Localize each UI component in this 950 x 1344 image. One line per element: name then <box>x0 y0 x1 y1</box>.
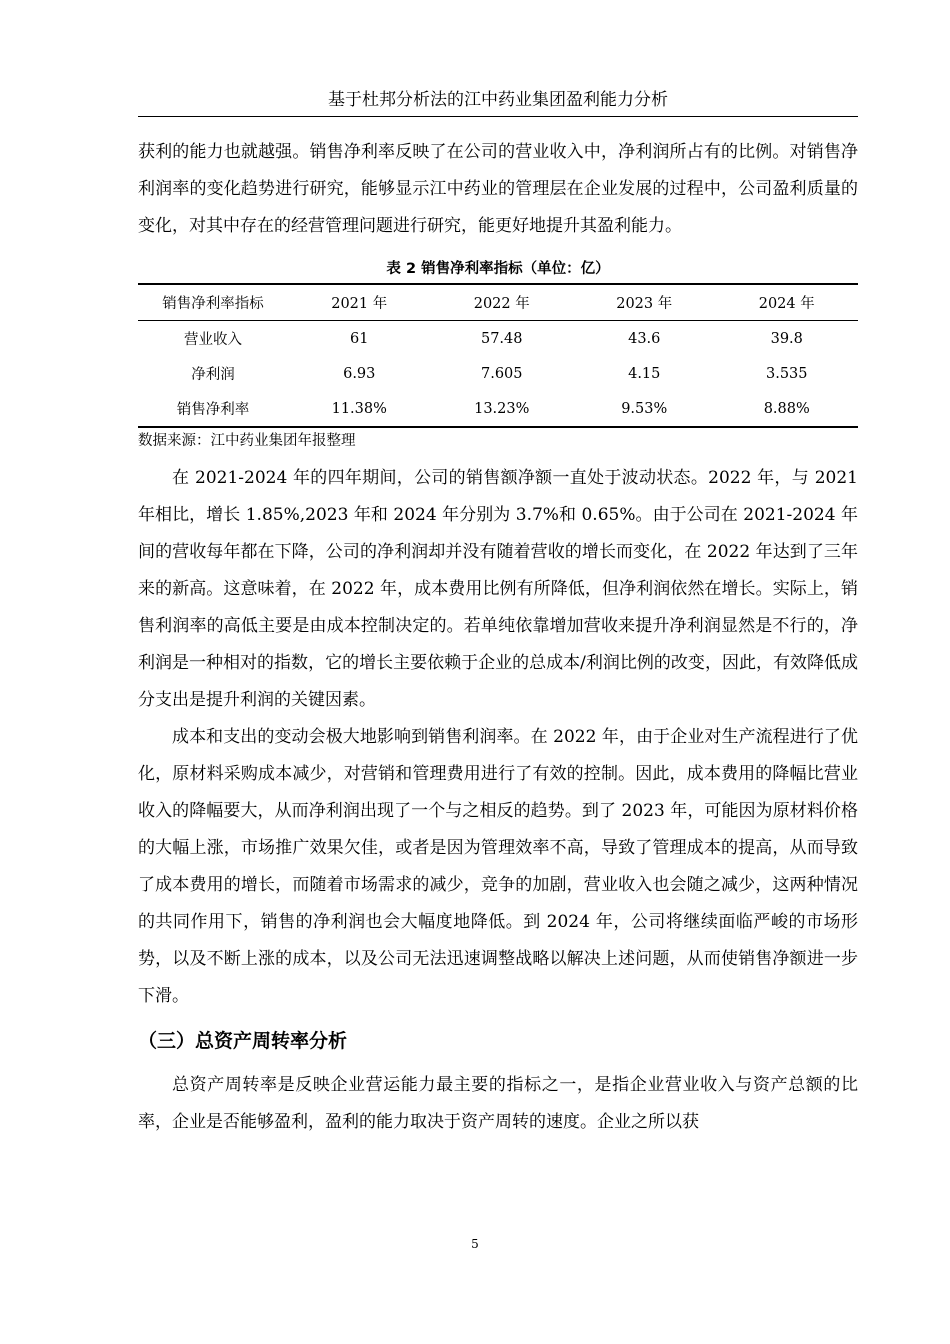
table-header-row <box>138 284 858 321</box>
table-cell: 营业收入 <box>184 332 242 348</box>
table-cell: 4.15 <box>628 365 661 382</box>
table-header-cell: 2023 年 <box>573 284 716 321</box>
paragraph-section-intro: 总资产周转率是反映企业营运能力最主要的指标之一，是指企业营业收入与资产总额的比率，企业是否能够盈利，盈利的能力取决于资产周转的速度。企业之所以获 <box>138 1075 858 1132</box>
page-number: 5 <box>471 1237 479 1251</box>
running-header: 基于杜邦分析法的江中药业集团盈利能力分析 <box>138 86 858 117</box>
table-cell: 9.53% <box>573 391 716 427</box>
table-cell: 7.605 <box>480 365 523 382</box>
table-header-cell: 2021 年 <box>288 284 431 321</box>
table-cell: 57.48 <box>480 330 523 347</box>
paragraph-analysis-2: 成本和支出的变动会极大地影响到销售利润率。在 2022 年，由于企业对生产流程进行了优化，原材料采购成本减少，对营销和管理费用进行了有效的控制。因此，成本费用的降幅比营业收入的降幅要大，从而净利润出现了一个与之相反的趋势。到了 2023 年，可能因为原材料价格的大幅上涨，市场推广效果欠佳，或者是因为管理效率不高，导致了管理成本的提高，从而导致了成本费用的增长，而随着市场需求的减少，竞争的加剧，营业收入也会随之减少，这两种情况的共同作用下，销售的净利润也会大幅度地降低。到 2024 年，公司将继续面临严峻的市场形势，以及不断上涨的成本，以及公司无法迅速调整战略以解决上述问题，从而使销售净额进一步下滑。 <box>138 727 858 1006</box>
table-source-note: 数据来源：江中药业集团年报整理 <box>138 433 356 449</box>
table-cell: 43.6 <box>628 330 661 347</box>
net-profit-margin-table <box>138 283 858 428</box>
table-caption: 表 2 销售净利率指标（单位：亿） <box>386 261 610 277</box>
table-row <box>138 391 858 427</box>
table-cell: 销售净利率 <box>138 391 288 427</box>
table-cell: 净利润 <box>191 367 235 383</box>
table-header-cell: 2022 年 <box>431 284 574 321</box>
table-cell: 3.535 <box>765 365 808 382</box>
table-cell: 8.88% <box>716 391 859 427</box>
table-header-cell: 销售净利率指标 <box>138 284 288 321</box>
table-cell: 13.23% <box>431 391 574 427</box>
table-row <box>138 321 858 357</box>
table-cell: 11.38% <box>288 391 431 427</box>
section-heading: （三）总资产周转率分析 <box>138 1030 348 1052</box>
table-row <box>138 356 858 391</box>
table-header-cell: 2024 年 <box>716 284 859 321</box>
page-body <box>138 134 858 1141</box>
table-cell: 6.93 <box>343 365 376 382</box>
paragraph-analysis-1: 在 2021-2024 年的四年期间，公司的销售额净额一直处于波动状态。2022 年，与 2021 年相比，增长 1.85%,2023 年和 2024 年分别为 3.7%和 0.65%。由于公司在 2021-2024 年间的营收每年都在下降，公司的净利润却并没有随着营收的增长而变化，在 2022 年达到了三年来的新高。这意味着，在 2022 年，成本费用比例有所降低，但净利润依然在增长。实际上，销售利润率的高低主要是由成本控制决定的。若单纯依靠增加营收来提升净利润显然是不行的，净利润是一种相对的指数，它的增长主要依赖于企业的总成本/利润比例的改变，因此，有效降低成分支出是提升利润的关键因素。 <box>138 468 858 710</box>
paragraph-intro: 获利的能力也就越强。销售净利率反映了在公司的营业收入中，净利润所占有的比例。对销售净利润率的变化趋势进行研究，能够显示江中药业的管理层在企业发展的过程中，公司盈利质量的变化，对其中存在的经营管理问题进行研究，能更好地提升其盈利能力。 <box>138 142 858 236</box>
table-cell: 61 <box>350 330 369 347</box>
table-cell: 39.8 <box>770 330 803 347</box>
